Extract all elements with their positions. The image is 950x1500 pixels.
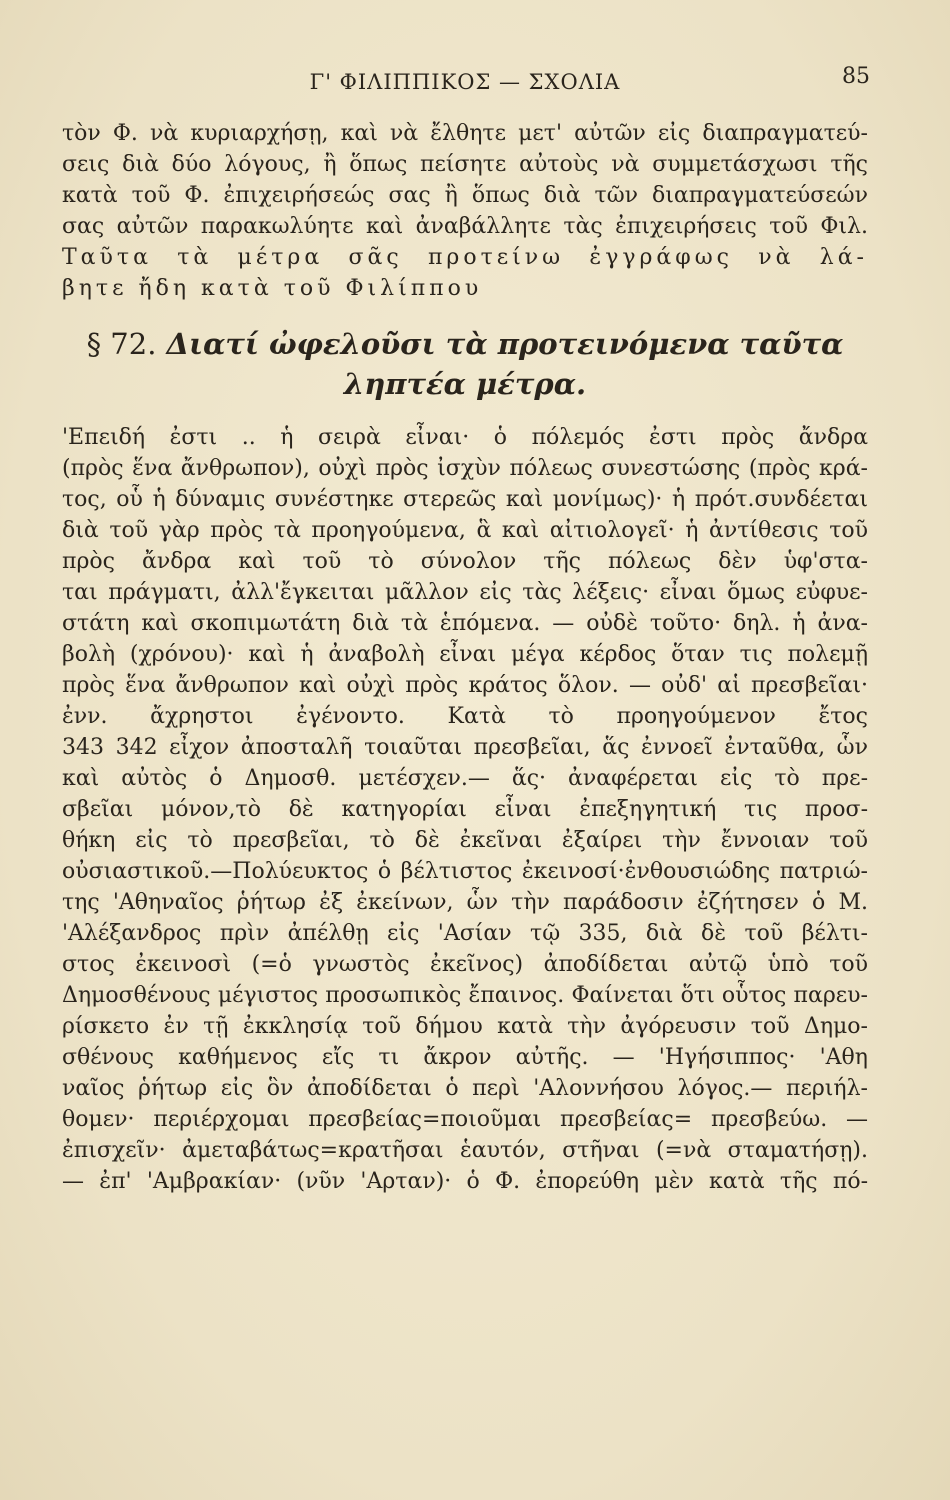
text-line: ἐνν. ἄχρηστοι ἐγένοντο. Κατὰ τὸ προηγούμενον ἔτος — [62, 704, 868, 729]
text-line: σβεῖαι μόνον,τὸ δὲ κατηγορίαι εἶναι ἐπεξηγητική τις προσ- — [62, 797, 868, 822]
page-text — [62, 118, 868, 1197]
text-line-spaced: βητε ἤδη κατὰ τοῦ Φιλίππου — [62, 276, 483, 301]
text-line: βολὴ (χρόνου)· καὶ ἡ ἀναβολὴ εἶναι μέγα κέρδος ὅταν τις πολεμῇ — [62, 642, 868, 667]
text-line: καὶ αὐτὸς ὁ Δημοσθ. μετέσχεν.— ἅς· ἀναφέρεται εἰς τὸ πρε- — [62, 766, 868, 791]
text-line: ἐπισχεῖν· ἀμεταβάτως=κρατῆσαι ἑαυτόν, στῆναι (=νὰ σταματήσῃ). — [62, 1138, 868, 1163]
section-title-line-2: ληπτέα μέτρα. — [343, 367, 587, 401]
text-line: — ἐπ' 'Αμβρακίαν· (νῦν 'Αρταν)· ὁ Φ. ἐπορεύθη μὲν κατὰ τῆς πό- — [62, 1169, 868, 1194]
page-number: 85 — [842, 64, 870, 89]
text-line: στάτη καὶ σκοπιμωτάτη διὰ τὰ ἑπόμενα. — οὐδὲ τοῦτο· δηλ. ἡ ἀνα- — [62, 611, 868, 636]
text-line-spaced: Ταῦτα τὰ μέτρα σᾶς προτείνω ἐγγράφως νὰ λά- — [62, 245, 868, 270]
text-line: 'Επειδή ἐστι .. ἡ σειρὰ εἶναι· ὁ πόλεμός ἐστι πρὸς ἄνδρα — [62, 425, 868, 450]
text-line: τος, οὗ ἡ δύναμις συνέστηκε στερεῶς καὶ μονίμως)· ἡ πρότ.συνδέεται — [62, 487, 868, 512]
text-line: θομεν· περιέρχομαι πρεσβείας=ποιοῦμαι πρεσβείας= πρεσβεύω. — — [62, 1107, 868, 1132]
text-line: Δημοσθένους μέγιστος προσωπικὸς ἔπαινος. Φαίνεται ὅτι οὗτος παρευ- — [62, 983, 868, 1008]
text-line: ται πράγματι, ἀλλ'ἔγκειται μᾶλλον εἰς τὰς λέξεις· εἶναι ὅμως εὐφυε- — [62, 580, 868, 605]
text-line: στος ἐκεινοσὶ (=ὁ γνωστὸς ἐκεῖνος) ἀποδίδεται αὐτῷ ὑπὸ τοῦ — [62, 952, 868, 977]
text-line: διὰ τοῦ γὰρ πρὸς τὰ προηγούμενα, ἃ καὶ αἰτιολογεῖ· ἡ ἀντίθεσις τοῦ — [62, 518, 868, 543]
text-line: πρὸς ἄνδρα καὶ τοῦ τὸ σύνολον τῆς πόλεως δὲν ὑφ'στα- — [62, 549, 868, 574]
text-line: ναῖος ῥήτωρ εἰς ὃν ἀποδίδεται ὁ περὶ 'Αλοννήσου λόγος.— περιήλ- — [62, 1076, 868, 1101]
section-heading — [62, 324, 868, 404]
text-line: θήκη εἰς τὸ πρεσβεῖαι, τὸ δὲ ἐκεῖναι ἐξαίρει τὴν ἔννοιαν τοῦ — [62, 828, 868, 853]
text-line: 343 342 εἶχον ἀποσταλῆ τοιαῦται πρεσβεῖαι, ἅς ἐννοεῖ ἐνταῦθα, ὧν — [62, 735, 868, 760]
text-line: (πρὸς ἕνα ἄνθρωπον), οὐχὶ πρὸς ἰσχὺν πόλεως συνεστώσης (πρὸς κρά- — [62, 456, 868, 481]
page-header — [60, 64, 870, 102]
running-head: Γ' ΦΙΛΙΠΠΙΚΟΣ — ΣΧΟΛΙΑ — [309, 70, 621, 94]
text-line: σας αὐτῶν παρακωλύητε καὶ ἀναβάλλητε τὰς ἐπιχειρήσεις τοῦ Φιλ. — [62, 214, 868, 239]
text-line: ρίσκετο ἐν τῇ ἐκκλησίᾳ τοῦ δήμου κατὰ τὴν ἀγόρευσιν τοῦ Δημο- — [62, 1014, 868, 1039]
text-line: πρὸς ἕνα ἄνθρωπον καὶ οὐχὶ πρὸς κράτος ὅλον. — οὐδ' αἱ πρεσβεῖαι· — [62, 673, 868, 698]
text-line: οὐσιαστικοῦ.—Πολύευκτος ὁ βέλτιστος ἐκεινοσί·ἐνθουσιώδης πατριώ- — [62, 859, 868, 884]
text-line: σθένους καθήμενος εἴς τι ἄκρον αὐτῆς. — 'Ηγήσιππος· 'Αθη — [62, 1045, 868, 1070]
text-line: της 'Αθηναῖος ῥήτωρ ἐξ ἐκείνων, ὧν τὴν παράδοσιν ἐζήτησεν ὁ Μ. — [62, 890, 868, 915]
text-line: κατὰ τοῦ Φ. ἐπιχειρήσεώς σας ἢ ὅπως διὰ τῶν διαπραγματεύσεών — [62, 183, 868, 208]
section-title-line-1: Διατί ὠφελοῦσι τὰ προτεινόμενα ταῦτα — [166, 327, 844, 361]
text-line: τὸν Φ. νὰ κυριαρχήσῃ, καὶ νὰ ἔλθητε μετ' αὐτῶν εἰς διαπραγματεύ- — [62, 121, 868, 146]
text-line: σεις διὰ δύο λόγους, ἢ ὅπως πείσητε αὐτοὺς νὰ συμμετάσχωσι τῆς — [62, 152, 868, 177]
section-number: § 72. — [86, 327, 157, 361]
text-line: 'Αλέξανδρος πρὶν ἀπέλθῃ εἰς 'Ασίαν τῷ 335, διὰ δὲ τοῦ βέλτι- — [62, 921, 868, 946]
